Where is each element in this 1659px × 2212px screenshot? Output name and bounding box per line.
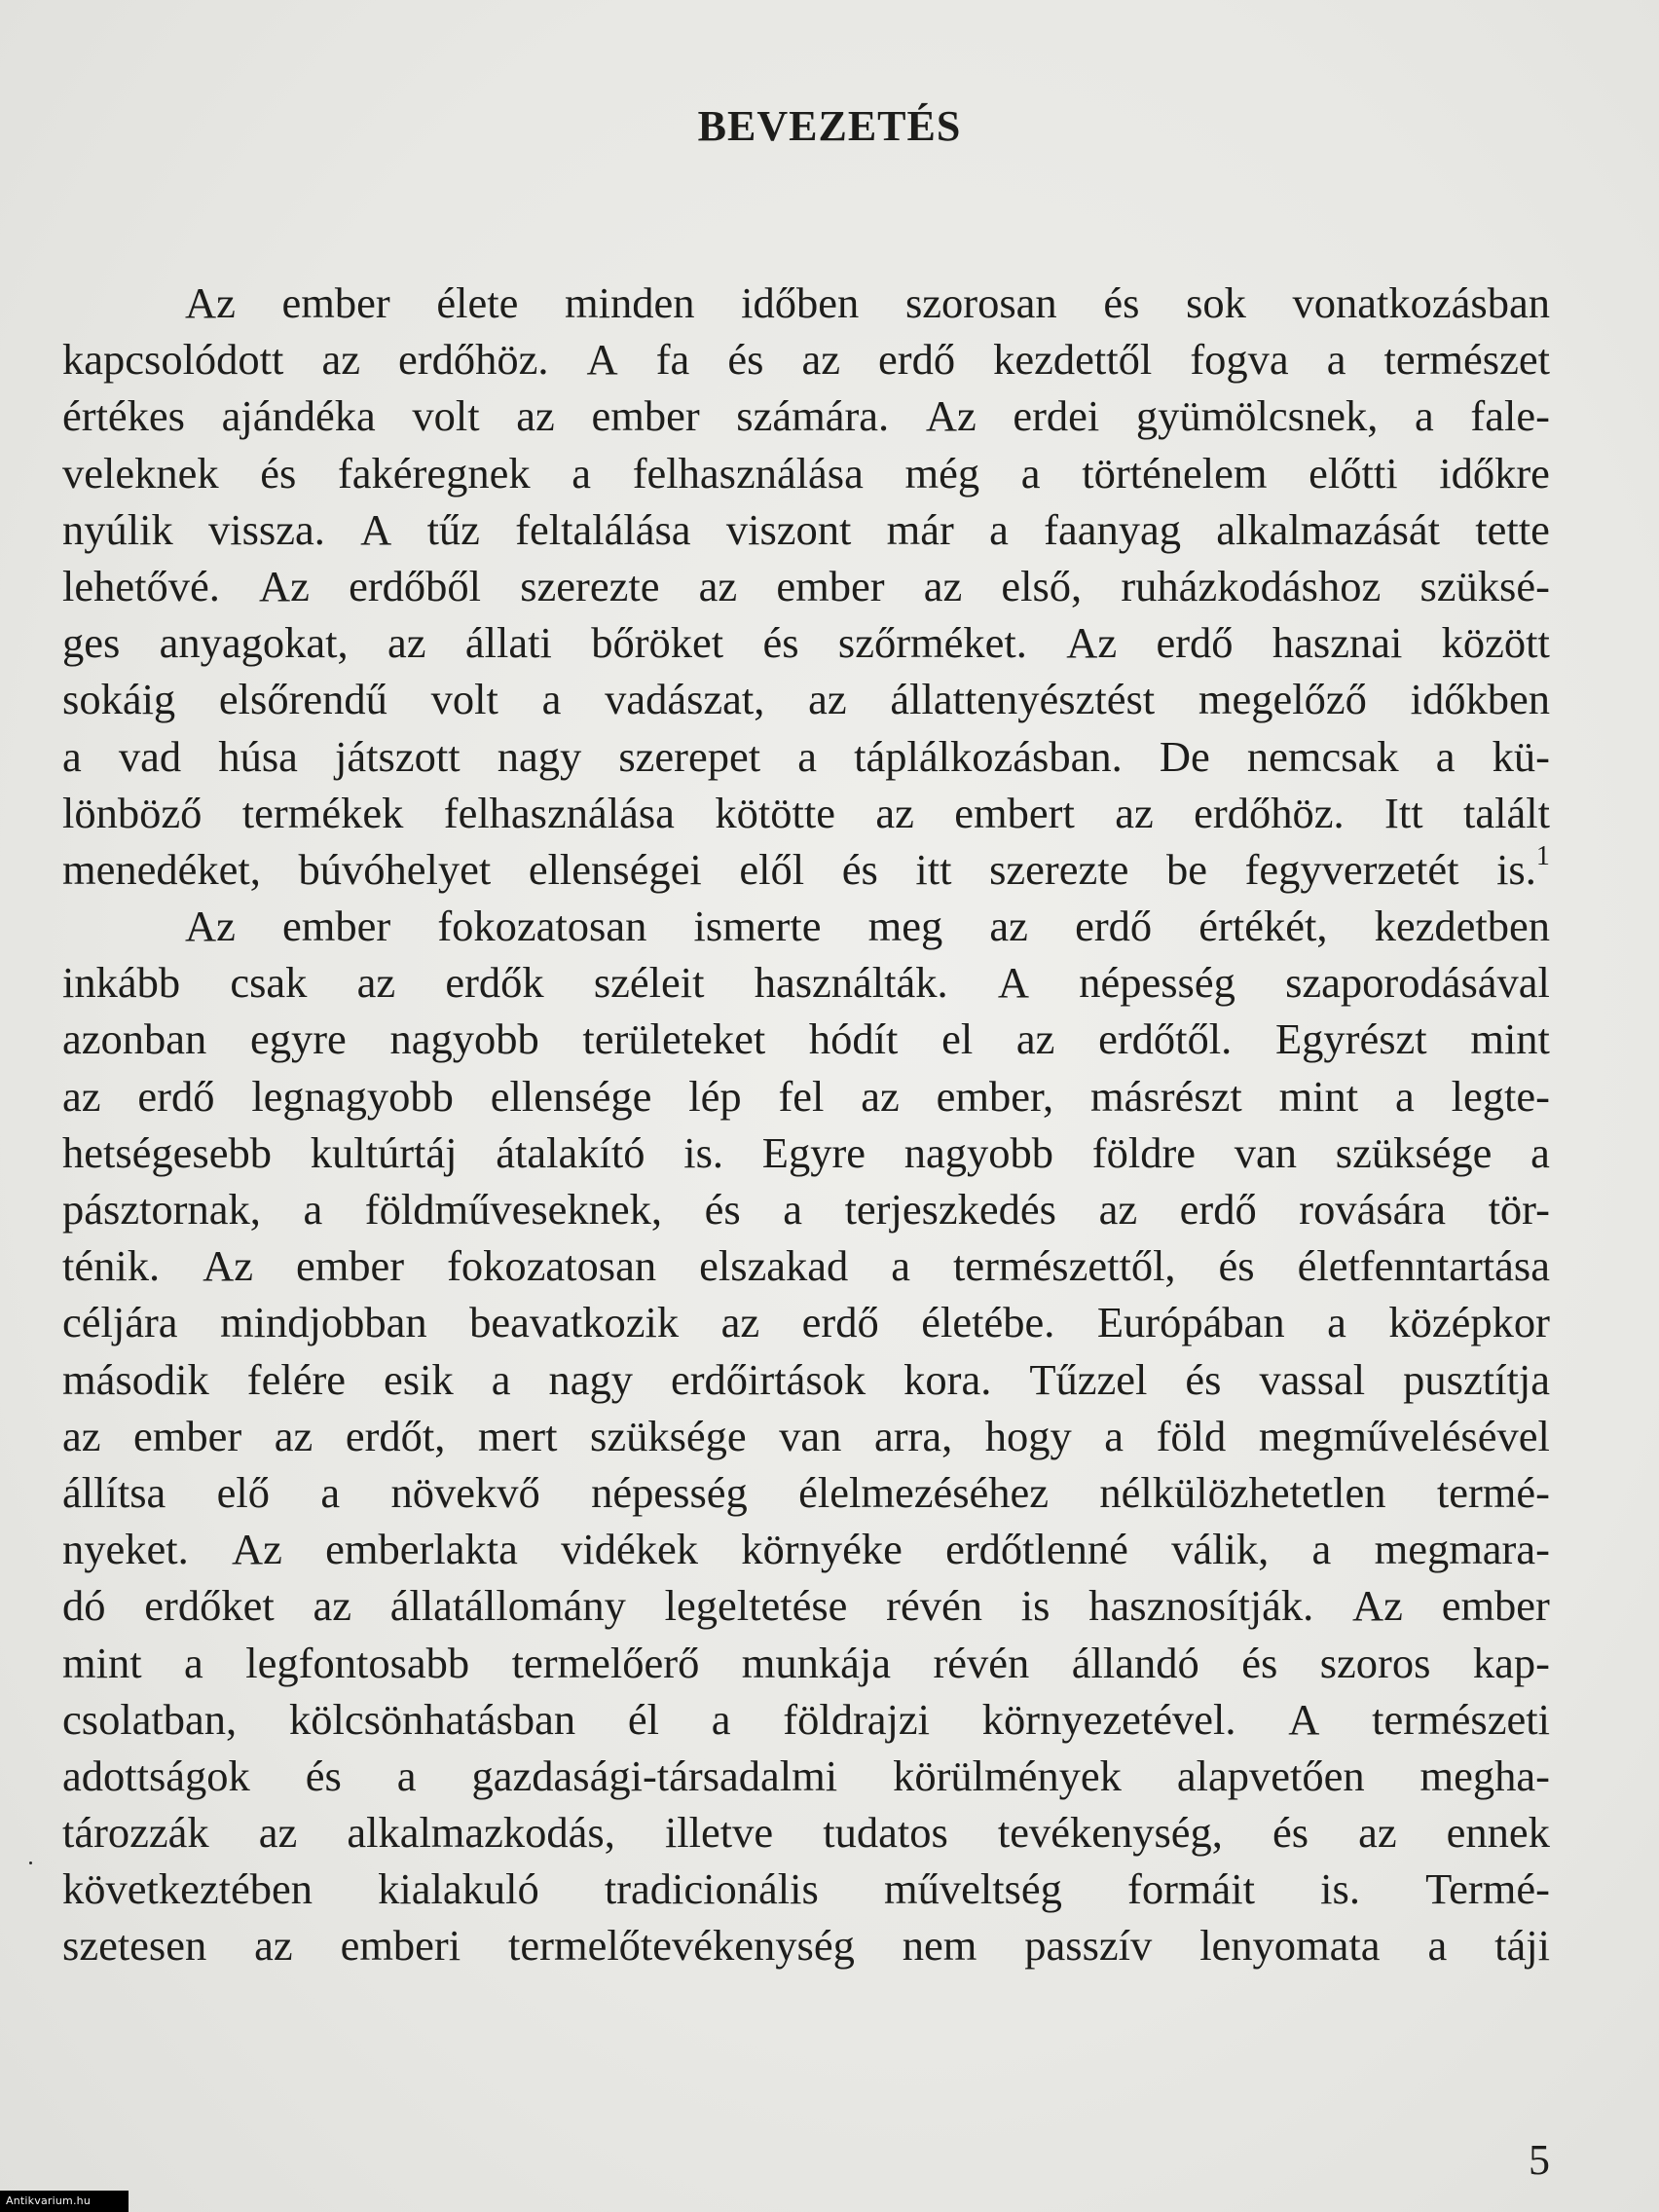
line-text: második felére esik a nagy erdőirtások kora. Tűzzel és vassal pusztítja xyxy=(62,1354,1550,1404)
text-line xyxy=(62,954,1550,1011)
line-text: lehetővé. Az erdőből szerezte az ember az első, ruházkodáshoz szüksé- xyxy=(62,561,1550,610)
text-line xyxy=(62,1294,1550,1350)
line-text: állítsa elő a növekvő népesség élelmezéséhez nélkülözhetetlen termé- xyxy=(62,1467,1550,1517)
text-line xyxy=(62,728,1550,785)
text-line xyxy=(62,671,1550,727)
text-line xyxy=(62,614,1550,671)
text-line xyxy=(62,898,1550,954)
line-text: menedéket, búvóhelyet ellenségei elől és itt szerezte be fegyverzetét is.$^1$ xyxy=(62,841,1550,894)
line-text: lönböző termékek felhasználása kötötte az embert az erdőhöz. Itt talált xyxy=(62,788,1550,837)
line-text: adottságok és a gazdasági-társadalmi körülmények alapvetően megha- xyxy=(62,1751,1550,1800)
line-text: mint a legfontosabb termelőerő munkája révén állandó és szoros kap- xyxy=(62,1638,1550,1687)
line-text: inkább csak az erdők széleit használták. A népesség szaporodásával xyxy=(62,958,1550,1008)
line-text: szetesen az emberi termelőtevékenység nem passzív lenyomata a táji xyxy=(62,1921,1550,1971)
speck xyxy=(29,1862,32,1864)
text-line xyxy=(62,1408,1550,1464)
line-text: ges anyagokat, az állati bőröket és szőrméket. Az erdő hasznai között xyxy=(62,618,1550,668)
text-line xyxy=(62,558,1550,614)
line-text: nyeket. Az emberlakta vidékek környéke erdőtlenné válik, a megmara- xyxy=(62,1525,1550,1574)
line-text: hetségesebb kultúrtáj átalakító is. Egyre nagyobb földre van szüksége a xyxy=(62,1127,1550,1177)
line-text: értékes ajándéka volt az ember számára. Az erdei gyümölcsnek, a fale- xyxy=(62,391,1550,441)
line-text: kapcsolódott az erdőhöz. A fa és az erdő kezdettől fogva a természet xyxy=(62,335,1550,385)
text-line xyxy=(62,445,1550,501)
line-text: csolatban, kölcsönhatásban él a földrajzi környezetével. A természeti xyxy=(62,1694,1550,1744)
text-line xyxy=(62,841,1550,898)
text-line xyxy=(62,1181,1550,1237)
line-text: veleknek és fakéregnek a felhasználása még a történelem előtti időkre xyxy=(62,448,1550,498)
text-line xyxy=(62,1861,1550,1917)
line-text: tározzák az alkalmazkodás, illetve tudatos tevékenység, és az ennek xyxy=(62,1808,1550,1858)
watermark-logo: Antikvarium.hu xyxy=(0,2191,129,2212)
text-line xyxy=(62,1351,1550,1408)
line-text: pásztornak, a földműveseknek, és a terjeszkedés az erdő rovására tör- xyxy=(62,1185,1550,1234)
line-text: az ember az erdőt, mert szüksége van arra, hogy a föld megművelésével xyxy=(62,1411,1550,1460)
line-text: következtében kialakuló tradicionális műveltség formáit is. Termé- xyxy=(62,1864,1550,1914)
line-text: nyúlik vissza. A tűz feltalálása viszont már a faanyag alkalmazását tette xyxy=(62,504,1550,554)
text-line xyxy=(62,501,1550,558)
text-line xyxy=(62,1804,1550,1861)
line-text: sokáig elsőrendű volt a vadászat, az állattenyésztést megelőző időkben xyxy=(62,675,1550,724)
text-line xyxy=(62,1237,1550,1294)
line-text: a vad húsa játszott nagy szerepet a táplálkozásban. De nemcsak a kü- xyxy=(62,731,1550,781)
text-line xyxy=(62,1521,1550,1577)
paragraph-1 xyxy=(62,275,1550,898)
line-text: azonban egyre nagyobb területeket hódít el az erdőtől. Egyrészt mint xyxy=(62,1014,1550,1064)
text-line xyxy=(62,1917,1550,1973)
page-number: 5 xyxy=(1529,2136,1550,2184)
text-line xyxy=(62,1464,1550,1521)
line-text: céljára mindjobban beavatkozik az erdő életébe. Európában a középkor xyxy=(62,1298,1550,1347)
paragraph-2 xyxy=(62,898,1550,1974)
text-line xyxy=(62,1124,1550,1181)
line-text: Az ember élete minden időben szorosan és sok vonatkozásban xyxy=(185,278,1550,327)
text-line xyxy=(62,275,1550,331)
text-line xyxy=(62,1691,1550,1748)
text-line xyxy=(62,1635,1550,1691)
line-text: dó erdőket az állatállomány legeltetése révén is hasznosítják. Az ember xyxy=(62,1581,1550,1631)
text-line xyxy=(62,785,1550,841)
text-line xyxy=(62,387,1550,444)
text-line xyxy=(62,1068,1550,1124)
body-text xyxy=(62,275,1550,1974)
text-line xyxy=(62,331,1550,387)
line-text: ténik. Az ember fokozatosan elszakad a természettől, és életfenntartása xyxy=(62,1241,1550,1291)
line-text: Az ember fokozatosan ismerte meg az erdő értékét, kezdetben xyxy=(185,902,1550,951)
text-line xyxy=(62,1748,1550,1804)
text-line xyxy=(62,1011,1550,1067)
line-text: az erdő legnagyobb ellensége lép fel az ember, másrészt mint a legte- xyxy=(62,1071,1550,1121)
text-line xyxy=(62,1577,1550,1634)
chapter-heading: BEVEZETÉS xyxy=(697,102,962,150)
footnote-marker: 1 xyxy=(1535,841,1550,872)
